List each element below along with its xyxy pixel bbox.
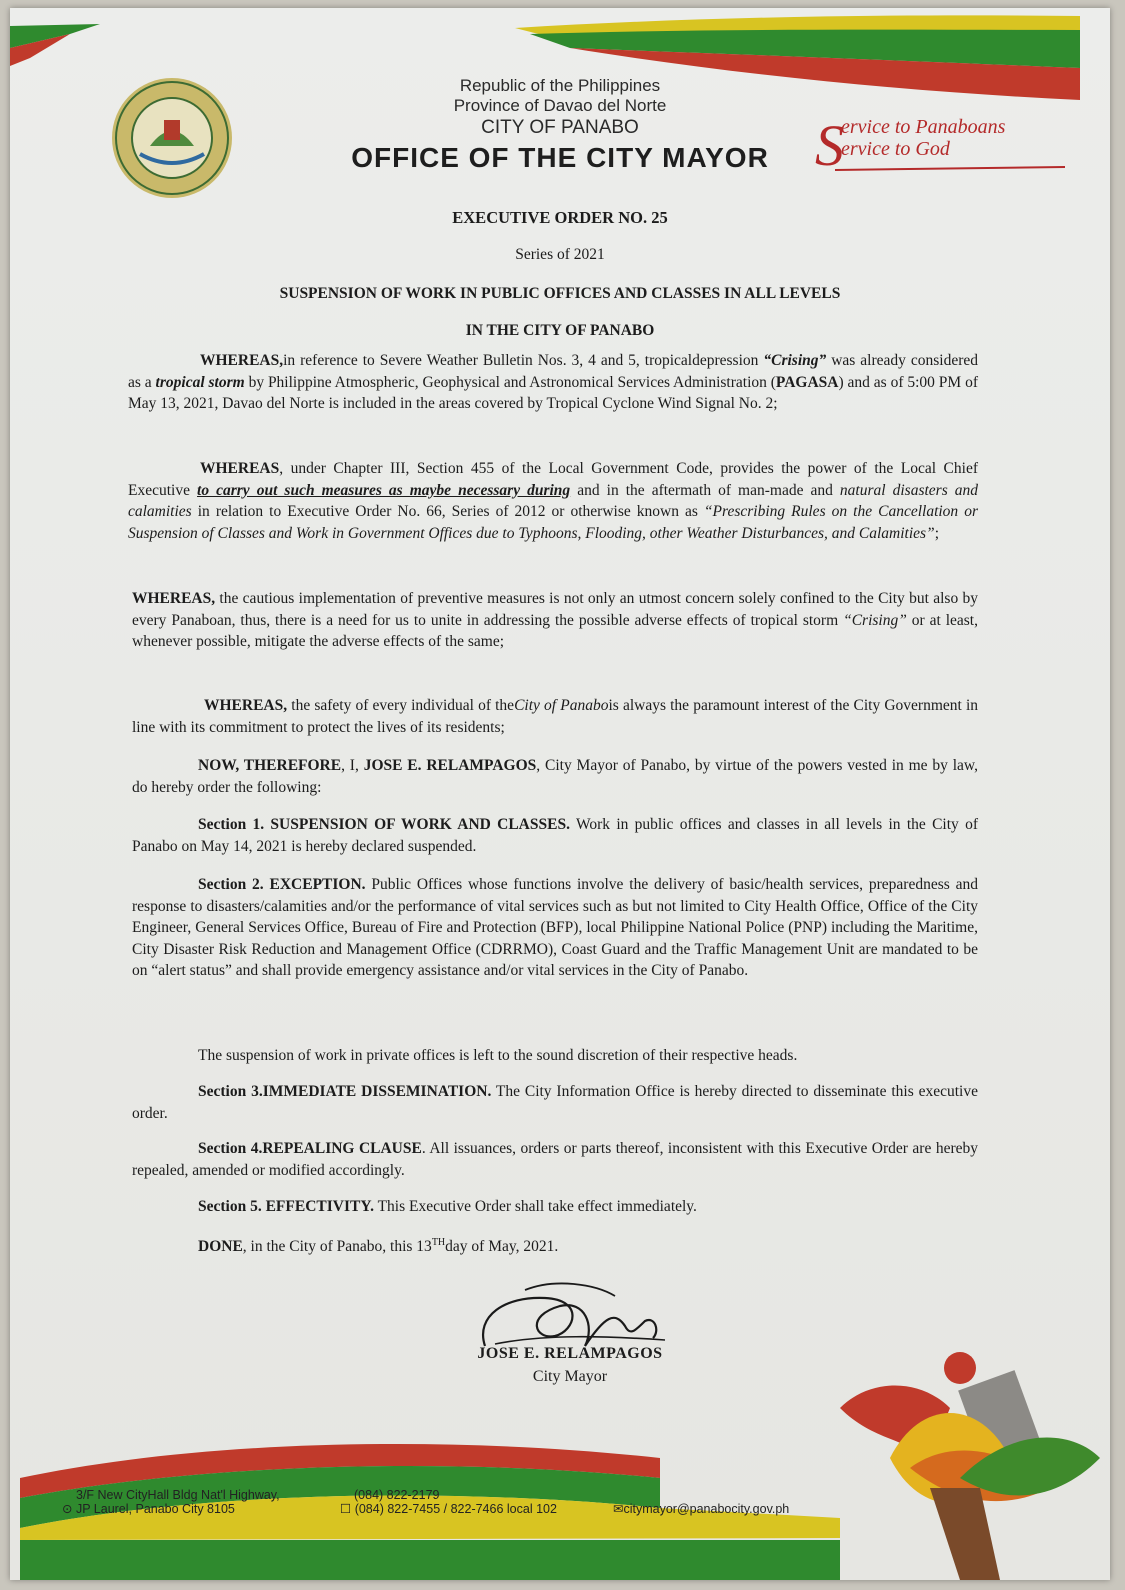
whereas-paragraph-4 — [132, 695, 978, 738]
email-address[interactable]: citymayor@panabocity.gov.ph — [623, 1502, 790, 1516]
address-line-1: 3/F New CityHall Bldg Nat'l Highway, — [76, 1488, 280, 1502]
order-series: Series of 2021 — [515, 246, 605, 263]
mayor-name: JOSE E. RELAMPAGOS — [363, 757, 537, 774]
phone-line-1: (084) 822-2179 — [354, 1488, 440, 1502]
whereas-lead: WHEREAS, — [200, 352, 284, 369]
slogan-initial: S — [815, 113, 844, 178]
city-line: CITY OF PANABO — [481, 117, 639, 138]
signatory-title: City Mayor — [532, 1368, 608, 1385]
section-1-text: Work in public offices and classes in all levels in the City of Panabo on May 14, 2021 is hereby declared suspended. — [132, 816, 978, 855]
p5-text-b: , City Mayor of Panabo, by virtue of the powers vested in me by law, do hereby order the following: — [132, 757, 978, 796]
done-text-a: , in the City of Panabo, this 13 — [242, 1238, 432, 1256]
city-name-italic: City of Panabo — [514, 697, 609, 714]
signatory-name: JOSE E. RELAMPAGOS — [477, 1345, 663, 1362]
p4-text-b: is always the paramount interest of the City Government in line with its commitment to protect the lives of its residents; — [132, 697, 979, 736]
section-3 — [132, 1081, 978, 1124]
section-4 — [132, 1138, 978, 1181]
order-subject-line-2: IN THE CITY OF PANABO — [465, 322, 655, 339]
p1-text-d: ) and as of 5:00 PM of May 13, 2021, Davao del Norte is included in the areas covered by Tropical Cyclone Wind Signal No. 2; — [128, 373, 978, 412]
footer-address — [62, 1488, 280, 1516]
whereas-lead: WHEREAS — [200, 460, 280, 477]
p3-text-a: the cautious implementation of preventive measures is not only an utmost concern solely confined to the City but also by every Panaboan, thus, there is a need for us to unite in addressing the possible adverse effects of tropical storm — [132, 590, 978, 629]
footer-phones — [340, 1488, 557, 1516]
p1-text-a: in reference to Severe Weather Bulletin Nos. 3, 4 and 5, tropicaldepression — [283, 352, 764, 369]
order-number: EXECUTIVE ORDER NO. 25 — [452, 208, 668, 227]
address-line-2 — [62, 1502, 280, 1516]
whereas-lead: WHEREAS, — [132, 590, 216, 607]
whereas-lead: WHEREAS, — [204, 697, 288, 714]
date-ordinal: TH — [431, 1237, 446, 1248]
eo66-title: “Prescribing Rules on the Cancellation or Suspension of Classes and Work in Government Offices due to Typhoons, Flooding, other Weather Disturbances, and Calamities” — [128, 503, 978, 542]
whereas-paragraph-2 — [128, 458, 978, 544]
phone-line-2-text: (084) 822-7455 / 822-7466 local 102 — [354, 1502, 557, 1516]
private-offices-paragraph: The suspension of work in private offices is left to the sound discretion of their respective heads. — [198, 1047, 798, 1064]
order-subject-line-1: SUSPENSION OF WORK IN PUBLIC OFFICES AND CLASSES IN ALL LEVELS — [279, 285, 841, 302]
location-pin-icon: ⊙ — [62, 1502, 76, 1516]
slogan-line-1: ervice to Panaboans — [841, 116, 1006, 138]
letterhead — [340, 76, 780, 175]
section-1-heading: Section 1. SUSPENSION OF WORK AND CLASSES. — [198, 816, 570, 833]
tropical-storm-term: tropical storm — [155, 373, 245, 391]
storm-name: “Crising” — [763, 352, 827, 369]
section-5 — [132, 1196, 978, 1218]
p5-text-a: , I, — [341, 757, 364, 774]
now-therefore-paragraph — [132, 755, 978, 798]
email-icon: ✉ — [613, 1502, 624, 1516]
section-3-text: The City Information Office is hereby directed to disseminate this executive order. — [132, 1083, 978, 1122]
section-1 — [132, 814, 978, 857]
p2-underlined-phrase: to carry out such measures as maybe necessary during — [197, 481, 571, 499]
phone-line-2 — [340, 1502, 557, 1516]
done-paragraph — [132, 1232, 978, 1258]
done-text-b: day of May, 2021. — [445, 1238, 559, 1256]
storm-name: “Crising” — [843, 611, 907, 629]
slogan — [815, 113, 1075, 178]
whereas-paragraph-3 — [132, 588, 978, 653]
p4-text-a: the safety of every individual of the — [287, 697, 515, 714]
document-page — [10, 8, 1110, 1580]
section-2-text: Public Offices whose functions involve the delivery of basic/health services, preparedness and response to disasters/calamities and/or the performance of vital services such as but not limited to City Health Office, Office of the City Engineer, General Services Office, Bureau of Fire and Protection (BFP), local Philippine National Police (PNP) including the Maritime, City Disaster Risk Reduction and Management Office (CDRRMO), Coast Guard and the Traffic Management Unit are mandated to be on “alert status” and shall provide emergency assistance and/or vital services in the City of Panabo. — [132, 876, 978, 979]
address-line-2-text: JP Laurel, Panabo City 8105 — [75, 1502, 235, 1516]
p2-text-b: and in the aftermath of man-made and — [570, 481, 840, 499]
pagasa-acronym: PAGASA — [775, 373, 839, 391]
office-title: OFFICE OF THE CITY MAYOR — [351, 142, 769, 173]
whereas-paragraph-1 — [128, 350, 978, 415]
p2-text-d: ; — [934, 524, 939, 542]
p2-text-a: , under Chapter III, Section 455 of the Local Government Code, provides the power of the Local Chief Executive — [128, 460, 978, 499]
city-seal — [110, 76, 234, 200]
now-therefore-lead: NOW, THEREFORE — [198, 757, 342, 774]
section-3-heading: Section 3.IMMEDIATE DISSEMINATION. — [198, 1083, 492, 1100]
section-5-heading: Section 5. EFFECTIVITY. — [198, 1198, 374, 1215]
p2-italic-phrase: natural disasters and calamities — [128, 481, 979, 520]
republic-line: Republic of the Philippines — [459, 76, 661, 95]
p1-text-b: was already considered as a — [128, 352, 979, 391]
footer-email — [613, 1502, 789, 1516]
section-4-heading: Section 4.REPEALING CLAUSE — [198, 1140, 422, 1157]
section-4-text: . All issuances, orders or parts thereof, inconsistent with this Executive Order are hereby repealed, amended or modified accordingly. — [132, 1140, 978, 1179]
section-2-heading: Section 2. EXCEPTION. — [198, 876, 366, 893]
slogan-underline — [835, 166, 1065, 172]
phone-icon: ☐ — [340, 1502, 355, 1516]
p1-text-c: by Philippine Atmospheric, Geophysical and Astronomical Services Administration ( — [244, 373, 776, 391]
p2-text-c: in relation to Executive Order No. 66, Series of 2012 or otherwise known as — [191, 503, 704, 520]
province-line: Province of Davao del Norte — [453, 96, 667, 115]
section-5-text: This Executive Order shall take effect immediately. — [373, 1198, 697, 1215]
p3-text-b: or at least, whenever possible, mitigate the adverse effects of the same; — [132, 611, 978, 650]
slogan-line-2: ervice to God — [841, 138, 950, 160]
section-2 — [132, 874, 978, 982]
done-lead: DONE — [198, 1238, 243, 1256]
